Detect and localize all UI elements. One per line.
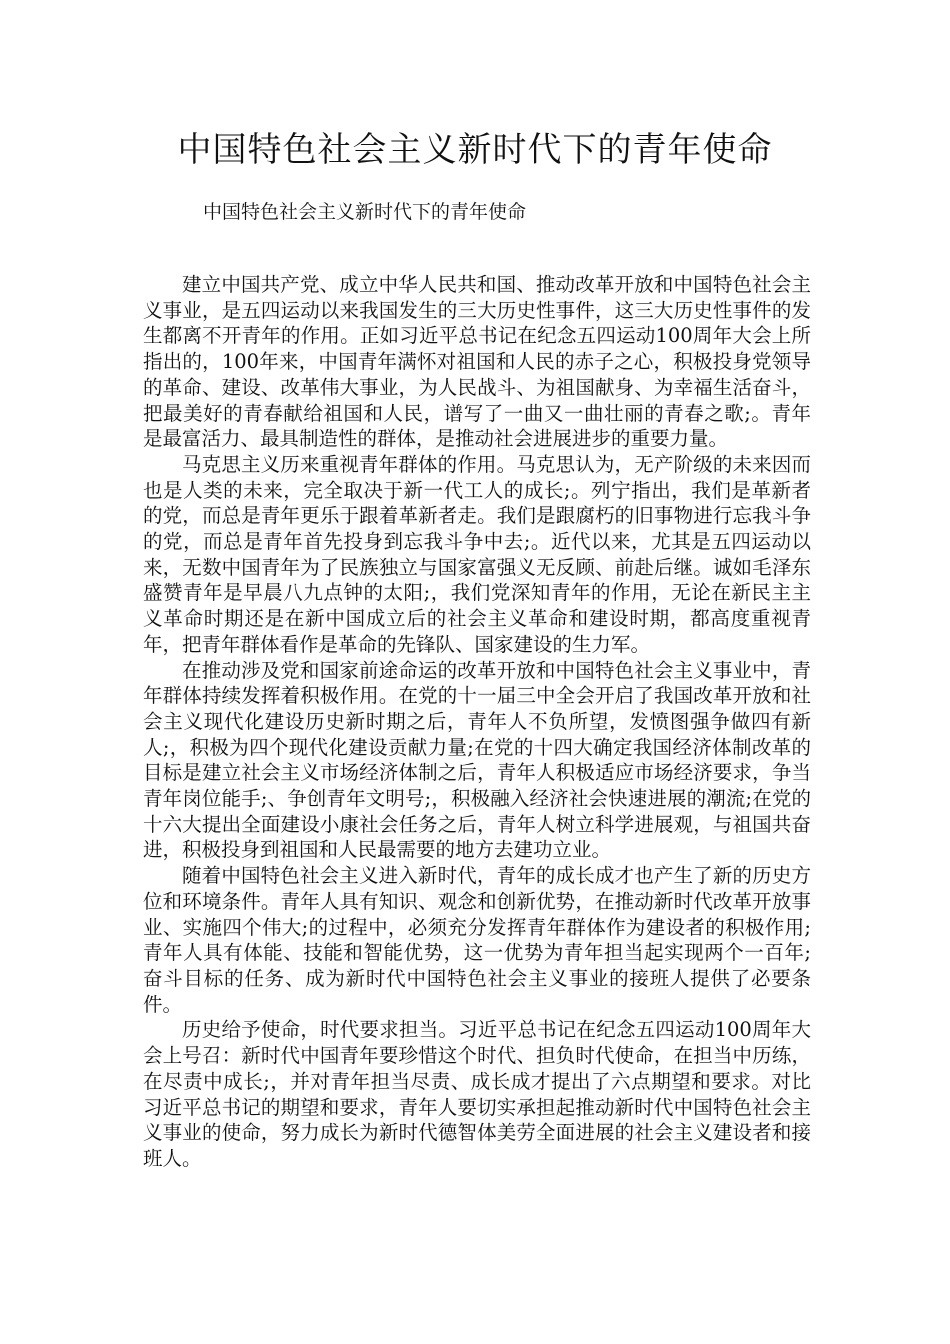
body-paragraph: 在推动涉及党和国家前途命运的改革开放和中国特色社会主义事业中，青年群体持续发挥着积极作用。在党的十一届三中全会开启了我国改革开放和社会主义现代化建设历史新时期之后，青年人不负所望，发愤图强争做四有新人;，积极为四个现代化建设贡献力量;在党的十四大确定我国经济体制改革的目标是建立社会主义市场经济体制之后，青年人积极适应市场经济要求，争当青年岗位能手;、争创青年文明号;，积极融入经济社会快速进展的潮流;在党的十六大提出全面建设小康社会任务之后，青年人树立科学进展观，与祖国共奋进，积极投身到祖国和人民最需要的地方去建功立业。	[143, 658, 811, 862]
document-body	[143, 272, 811, 1172]
document-subtitle: 中国特色社会主义新时代下的青年使命	[203, 201, 527, 223]
body-paragraph: 马克思主义历来重视青年群体的作用。马克思认为，无产阶级的未来因而也是人类的未来，完全取决于新一代工人的成长;。列宁指出，我们是革新者的党，而总是青年更乐于跟着革新者走。我们是跟腐朽的旧事物进行忘我斗争的党，而总是青年首先投身到忘我斗争中去;。近代以来，尤其是五四运动以来，无数中国青年为了民族独立与国家富强义无反顾、前赴后继。诚如毛泽东盛赞青年是早晨八九点钟的太阳;，我们党深知青年的作用，无论在新民主主义革命时期还是在新中国成立后的社会主义革命和建设时期，都高度重视青年，把青年群体看作是革命的先锋队、国家建设的生力军。	[143, 452, 811, 656]
document-title: 中国特色社会主义新时代下的青年使命	[177, 130, 773, 170]
body-paragraph: 历史给予使命，时代要求担当。习近平总书记在纪念五四运动100周年大会上号召：新时代中国青年要珍惜这个时代、担负时代使命，在担当中历练，在尽责中成长;，并对青年担当尽责、成长成才提出了六点期望和要求。对比习近平总书记的期望和要求，青年人要切实承担起推动新时代中国特色社会主义事业的使命，努力成长为新时代德智体美劳全面进展的社会主义建设者和接班人。	[143, 1018, 811, 1170]
body-paragraph: 建立中国共产党、成立中华人民共和国、推动改革开放和中国特色社会主义事业，是五四运动以来我国发生的三大历史性事件，这三大历史性事件的发生都离不开青年的作用。正如习近平总书记在纪念五四运动100周年大会上所指出的，100年来，中国青年满怀对祖国和人民的赤子之心，积极投身党领导的革命、建设、改革伟大事业，为人民战斗、为祖国献身、为幸福生活奋斗，把最美好的青春献给祖国和人民，谱写了一曲又一曲壮丽的青春之歌;。青年是最富活力、最具制造性的群体，是推动社会进展进步的重要力量。	[143, 273, 811, 451]
body-paragraph: 随着中国特色社会主义进入新时代，青年的成长成才也产生了新的历史方位和环境条件。青年人具有知识、观念和创新优势，在推动新时代改革开放事业、实施四个伟大;的过程中，必须充分发挥青年群体作为建设者的积极作用;青年人具有体能、技能和智能优势，这一优势为青年担当起实现两个一百年;奋斗目标的任务、成为新时代中国特色社会主义事业的接班人提供了必要条件。	[143, 864, 811, 1016]
